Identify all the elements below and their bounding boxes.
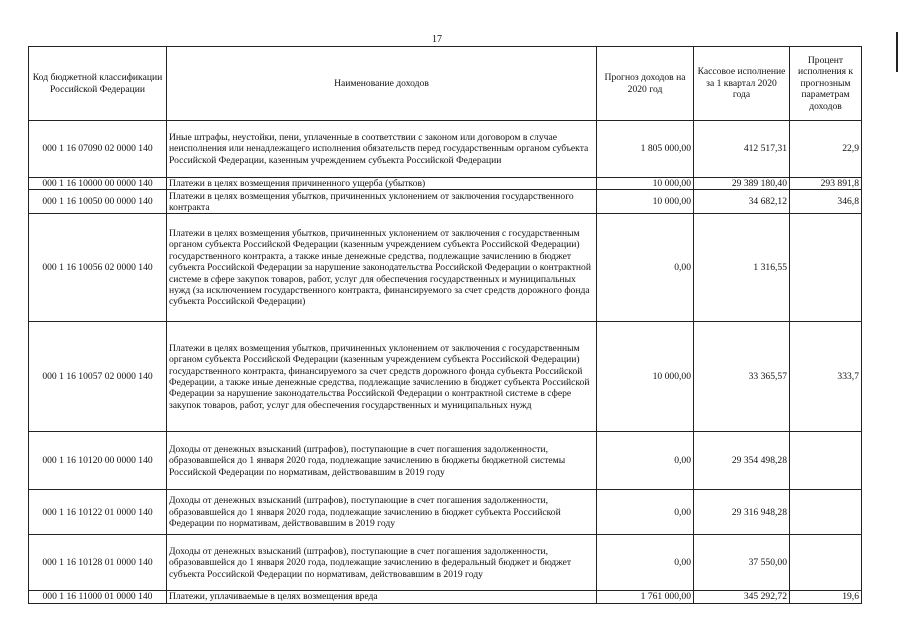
row-forecast: 0,00	[597, 214, 694, 322]
row-cash: 29 354 498,28	[694, 432, 790, 490]
table-row	[29, 432, 862, 490]
table-row	[29, 490, 862, 535]
row-name: Платежи в целях возмещения убытков, причиненных уклонением от заключения государственного контракта	[167, 190, 597, 214]
row-forecast: 0,00	[597, 490, 694, 535]
row-cash: 29 316 948,28	[694, 490, 790, 535]
row-forecast: 0,00	[597, 535, 694, 591]
table-header-row	[29, 47, 862, 121]
table-row	[29, 322, 862, 432]
page-edge-mark	[896, 32, 898, 72]
table-row	[29, 178, 862, 190]
row-code: 000 1 16 10128 01 0000 140	[29, 535, 167, 591]
row-name: Доходы от денежных взысканий (штрафов), поступающие в счет погашения задолженности, образовавшейся до 1 января 2020 года, подлежащие зачислению в бюджет субъекта Российской Федерации по нормативам, действовавшим в 2019 году	[167, 490, 597, 535]
row-name: Платежи в целях возмещения причиненного ущерба (убытков)	[167, 178, 597, 190]
row-forecast: 10 000,00	[597, 322, 694, 432]
row-name: Доходы от денежных взысканий (штрафов), поступающие в счет погашения задолженности, образовавшейся до 1 января 2020 года, подлежащие зачислению в бюджеты бюджетной системы Российской Федерации по нормативам, действовавшим в 2019 году	[167, 432, 597, 490]
header-code: Код бюджетной классификации Российской Федерации	[29, 47, 167, 121]
row-code: 000 1 16 07090 02 0000 140	[29, 121, 167, 178]
header-percent: Процент исполнения к прогнозным параметрам доходов	[790, 47, 862, 121]
row-code: 000 1 16 10057 02 0000 140	[29, 322, 167, 432]
table-row	[29, 591, 862, 603]
row-percent: 346,8	[790, 190, 862, 214]
row-code: 000 1 16 10120 00 0000 140	[29, 432, 167, 490]
row-cash: 412 517,31	[694, 121, 790, 178]
row-name: Иные штрафы, неустойки, пени, уплаченные в соответствии с законом или договором в случае неисполнения или ненадлежащего исполнения обязательств перед государственным органом субъекта Российской Федерации, казенным учреждением субъекта Российской Федерации	[167, 121, 597, 178]
row-percent	[790, 535, 862, 591]
row-percent: 333,7	[790, 322, 862, 432]
row-cash: 34 682,12	[694, 190, 790, 214]
table-row	[29, 535, 862, 591]
row-code: 000 1 16 11000 01 0000 140	[29, 591, 167, 603]
row-forecast: 10 000,00	[597, 178, 694, 190]
row-code: 000 1 16 10122 01 0000 140	[29, 490, 167, 535]
row-percent	[790, 432, 862, 490]
row-name: Платежи, уплачиваемые в целях возмещения вреда	[167, 591, 597, 603]
row-name: Платежи в целях возмещения убытков, причиненных уклонением от заключения с государственным органом субъекта Российской Федерации (казенным учреждением субъекта Российской Федерации) государственного контракта, а также иные денежные средства, подлежащие зачислению в бюджет субъекта Российской Федерации за нарушение законодательства Российской Федерации о контрактной системе в сфере закупок товаров, работ, услуг для обеспечения государственных и муниципальных нужд (за исключением государственного контракта, финансируемого за счет средств дорожного фонда субъекта Российской Федерации)	[167, 214, 597, 322]
row-code: 000 1 16 10050 00 0000 140	[29, 190, 167, 214]
row-forecast: 10 000,00	[597, 190, 694, 214]
row-percent	[790, 490, 862, 535]
row-forecast: 1 805 000,00	[597, 121, 694, 178]
table-row	[29, 121, 862, 178]
header-name: Наименование доходов	[167, 47, 597, 121]
row-percent: 22,9	[790, 121, 862, 178]
row-percent: 293 891,8	[790, 178, 862, 190]
row-cash: 1 316,55	[694, 214, 790, 322]
row-cash: 29 389 180,40	[694, 178, 790, 190]
row-cash: 37 550,00	[694, 535, 790, 591]
row-forecast: 0,00	[597, 432, 694, 490]
page-number: 17	[432, 34, 442, 45]
row-name: Платежи в целях возмещения убытков, причиненных уклонением от заключения с государственным органом субъекта Российской Федерации (казенным учреждением субъекта Российской Федерации) государственного контракта, финансируемого за счет средств дорожного фонда субъекта Российской Федерации, а также иные денежные средства, подлежащие зачислению в бюджет субъекта Российской Федерации за нарушение законодательства Российской Федерации о контрактной системе в сфере закупок товаров, работ, услуг для обеспечения государственных и муниципальных нужд	[167, 322, 597, 432]
header-forecast: Прогноз доходов на 2020 год	[597, 47, 694, 121]
row-code: 000 1 16 10000 00 0000 140	[29, 178, 167, 190]
row-forecast: 1 761 000,00	[597, 591, 694, 603]
row-percent: 19,6	[790, 591, 862, 603]
revenue-table	[28, 46, 862, 604]
row-cash: 33 365,57	[694, 322, 790, 432]
table-row	[29, 214, 862, 322]
row-cash: 345 292,72	[694, 591, 790, 603]
row-code: 000 1 16 10056 02 0000 140	[29, 214, 167, 322]
row-percent	[790, 214, 862, 322]
header-cash: Кассовое исполнение за 1 квартал 2020 года	[694, 47, 790, 121]
row-name: Доходы от денежных взысканий (штрафов), поступающие в счет погашения задолженности, образовавшейся до 1 января 2020 года, подлежащие зачислению в федеральный бюджет и бюджет субъекта Российской Федерации по нормативам, действовавшим в 2019 году	[167, 535, 597, 591]
table-row	[29, 190, 862, 214]
